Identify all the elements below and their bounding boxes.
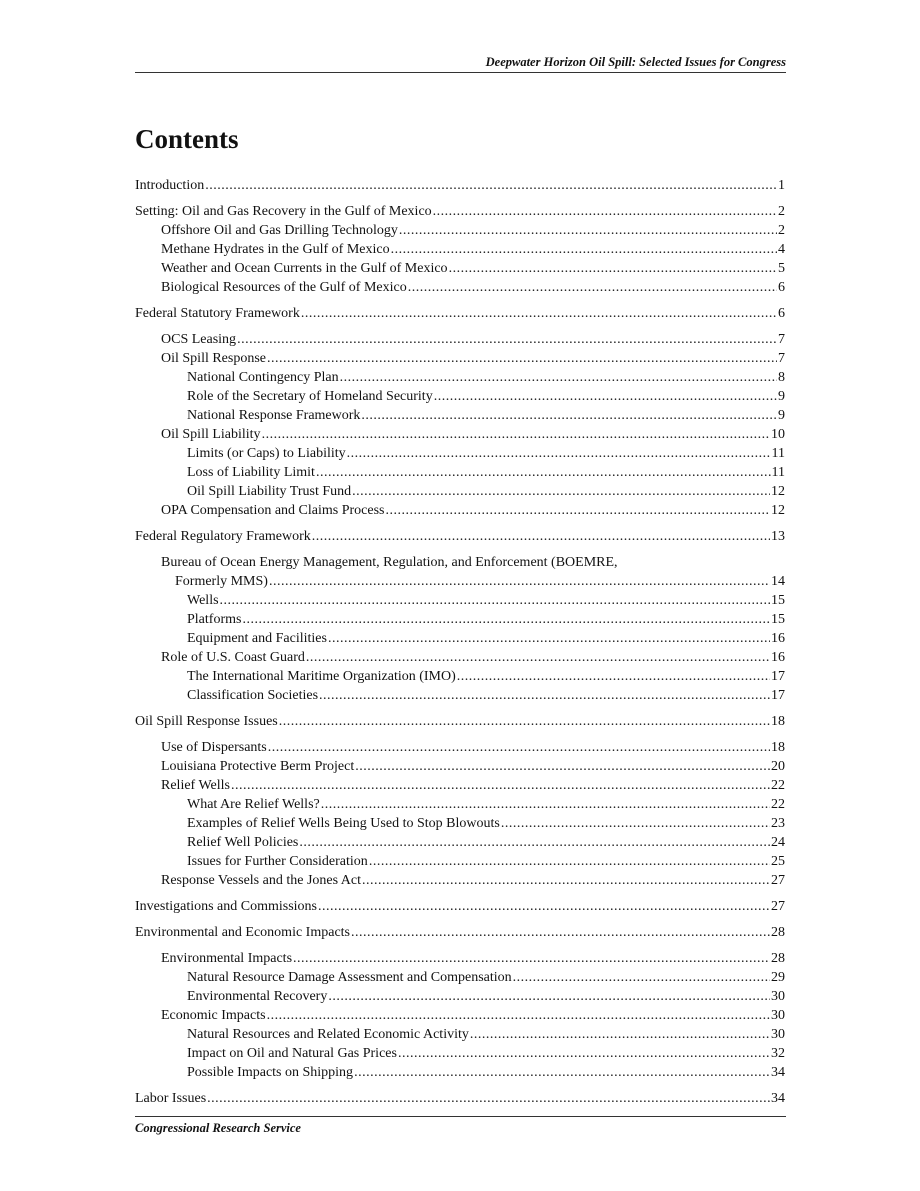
toc-entry-label: Platforms [187,612,242,627]
toc-entry-label: Limits (or Caps) to Liability [187,446,346,461]
toc-page-number: 11 [771,465,785,480]
toc-entry-label: Economic Impacts [161,1008,266,1023]
dot-leader [328,987,770,1006]
toc-entry-label: Natural Resources and Related Economic Activity [187,1027,469,1042]
toc-entry-label: Natural Resource Damage Assessment and Compensation [187,970,512,985]
toc-entry-shipping[interactable] [135,1063,785,1082]
dot-leader [328,629,770,648]
dot-leader [361,406,777,425]
dot-leader [513,968,770,987]
toc-entry-label: National Contingency Plan [187,370,339,385]
toc-entry-label: Relief Well Policies [187,835,299,850]
toc-entry-label: Issues for Further Consideration [187,854,368,869]
toc-entry-label: Classification Societies [187,688,319,703]
toc-page-number: 6 [778,280,785,295]
toc-entry-national-contingency-plan[interactable] [135,368,785,387]
toc-page-number: 18 [771,714,785,729]
toc-entry-label: Response Vessels and the Jones Act [161,873,361,888]
toc-entry-label: Federal Regulatory Framework [135,529,311,544]
dot-leader [408,278,777,297]
toc-entry-label: Environmental Impacts [161,951,293,966]
toc-entry-labor-issues[interactable] [135,1089,785,1108]
dot-leader [354,1063,770,1082]
toc-entry-natural-resources-activity[interactable] [135,1025,785,1044]
dot-leader [369,852,770,871]
toc-page-number: 12 [771,503,785,518]
dot-leader [312,527,770,546]
dot-leader [301,304,777,323]
toc-page-number: 22 [771,797,785,812]
dot-leader [351,923,770,942]
toc-entry-gas-prices[interactable] [135,1044,785,1063]
dot-leader [501,814,770,833]
dot-leader [242,610,770,629]
toc-entry-oil-spill-liability[interactable] [135,425,785,444]
toc-entry-boemre[interactable] [135,572,785,591]
toc-entry-label: Oil Spill Liability [161,427,261,442]
toc-page-number: 22 [771,778,785,793]
toc-page-number: 28 [771,951,785,966]
toc-entry-berm-project[interactable] [135,757,785,776]
toc-entry-label: Federal Statutory Framework [135,306,300,321]
toc-page-number: 12 [771,484,785,499]
dot-leader [269,572,770,591]
toc-entry-equipment-facilities[interactable] [135,629,785,648]
running-header: Deepwater Horizon Oil Spill: Selected Issues for Congress [485,55,786,69]
table-of-contents [135,176,785,1108]
toc-entry-label: Setting: Oil and Gas Recovery in the Gulf of Mexico [135,204,432,219]
toc-entry-label: Relief Wells [161,778,230,793]
toc-entry-relief-well-examples[interactable] [135,814,785,833]
toc-entry-further-consideration[interactable] [135,852,785,871]
toc-entry-dispersants[interactable] [135,738,785,757]
toc-entry-wells[interactable] [135,591,785,610]
toc-entry-label: Formerly MMS) [175,574,268,589]
toc-entry-damage-assessment[interactable] [135,968,785,987]
toc-entry-label: Oil Spill Response [161,351,267,366]
toc-page-number: 1 [778,178,785,193]
toc-entry-label: Investigations and Commissions [135,899,317,914]
dot-leader [352,482,770,501]
toc-page-number: 4 [778,242,785,257]
dot-leader [319,686,770,705]
toc-page-number: 11 [771,446,785,461]
dot-leader [433,202,777,221]
toc-entry-label: Environmental Recovery [187,989,328,1004]
toc-page-number: 34 [771,1091,785,1106]
toc-entry-jones-act[interactable] [135,871,785,890]
toc-page-number: 30 [771,989,785,1004]
toc-entry-imo[interactable] [135,667,785,686]
toc-page-number: 8 [778,370,785,385]
toc-entry-label: Role of the Secretary of Homeland Security [187,389,433,404]
toc-entry-environmental-recovery[interactable] [135,987,785,1006]
toc-entry-methane-hydrates[interactable] [135,240,785,259]
toc-entry-label: Biological Resources of the Gulf of Mexico [161,280,407,295]
toc-page-number: 6 [778,306,785,321]
dot-leader [299,833,770,852]
toc-page-number: 34 [771,1065,785,1080]
toc-entry-label: Role of U.S. Coast Guard [161,650,305,665]
toc-entry-label: Use of Dispersants [161,740,267,755]
dot-leader [267,349,777,368]
toc-page-number: 2 [778,204,785,219]
dot-leader [391,240,777,259]
dot-leader [457,667,770,686]
toc-page-number: 24 [771,835,785,850]
dot-leader [321,795,770,814]
toc-entry-biological-resources[interactable] [135,278,785,297]
toc-entry-label: Louisiana Protective Berm Project [161,759,355,774]
dot-leader [399,221,777,240]
toc-entry-regulatory-framework[interactable] [135,527,785,546]
dot-leader [293,949,770,968]
toc-entry-label: Weather and Ocean Currents in the Gulf of Mexico [161,261,448,276]
toc-page-number: 7 [778,351,785,366]
toc-entry-label: Examples of Relief Wells Being Used to Stop Blowouts [187,816,500,831]
page-title: Contents [135,124,239,154]
toc-page-number: 17 [771,688,785,703]
toc-entry-label: Oil Spill Response Issues [135,714,278,729]
toc-entry-secretary-homeland-security[interactable] [135,387,785,406]
footer-rule [135,1116,786,1117]
toc-entry-loss-of-liability-limit[interactable] [135,463,785,482]
toc-entry-weather-currents[interactable] [135,259,785,278]
dot-leader [347,444,771,463]
toc-entry-relief-well-policies[interactable] [135,833,785,852]
toc-page-number: 9 [778,408,785,423]
dot-leader [449,259,777,278]
toc-entry-investigations[interactable] [135,897,785,916]
toc-page-number: 20 [771,759,785,774]
toc-entry-label: OPA Compensation and Claims Process [161,503,385,518]
toc-entry-label: OCS Leasing [161,332,237,347]
toc-entry-label: Methane Hydrates in the Gulf of Mexico [161,242,390,257]
toc-entry-classification-societies[interactable] [135,686,785,705]
toc-entry-label: Possible Impacts on Shipping [187,1065,354,1080]
dot-leader [268,738,770,757]
toc-entry-label: Impact on Oil and Natural Gas Prices [187,1046,397,1061]
dot-leader [318,897,770,916]
toc-entry-impacts[interactable] [135,923,785,942]
dot-leader [316,463,771,482]
toc-page-number: 25 [771,854,785,869]
toc-entry-response-issues[interactable] [135,712,785,731]
toc-page-number: 14 [771,574,785,589]
dot-leader [267,1006,770,1025]
toc-entry-label: Oil Spill Liability Trust Fund [187,484,352,499]
toc-page-number: 16 [771,631,785,646]
toc-entry-label: Wells [187,593,219,608]
toc-entry-relief-wells[interactable] [135,776,785,795]
header-rule [135,72,786,73]
dot-leader [237,330,777,349]
dot-leader [340,368,777,387]
toc-page-number: 17 [771,669,785,684]
toc-page-number: 15 [771,612,785,627]
toc-entry-label: Environmental and Economic Impacts [135,925,350,940]
toc-entry-statutory-framework[interactable] [135,304,785,323]
toc-entry-introduction[interactable] [135,176,785,195]
toc-page-number: 13 [771,529,785,544]
toc-entry-label: Labor Issues [135,1091,207,1106]
dot-leader [262,425,770,444]
toc-entry-national-response-framework[interactable] [135,406,785,425]
dot-leader [362,871,770,890]
dot-leader [220,591,770,610]
toc-entry-label: The International Maritime Organization (IMO) [187,669,456,684]
toc-page-number: 29 [771,970,785,985]
toc-entry-coast-guard[interactable] [135,648,785,667]
running-footer: Congressional Research Service [135,1121,301,1135]
toc-entry-label: Loss of Liability Limit [187,465,315,480]
dot-leader [279,712,770,731]
toc-page-number: 16 [771,650,785,665]
toc-page-number: 30 [771,1027,785,1042]
toc-page-number: 28 [771,925,785,940]
dot-leader [398,1044,770,1063]
toc-entry-oil-spill-response[interactable] [135,349,785,368]
dot-leader [207,1089,770,1108]
toc-page-number: 9 [778,389,785,404]
dot-leader [205,176,777,195]
toc-entry-what-are-relief-wells[interactable] [135,795,785,814]
dot-leader [355,757,770,776]
toc-page-number: 23 [771,816,785,831]
dot-leader [306,648,770,667]
toc-entry-setting[interactable] [135,202,785,221]
toc-entry-label: Introduction [135,178,205,193]
toc-entry-limits-to-liability[interactable] [135,444,785,463]
toc-entry-ocs-leasing[interactable] [135,330,785,349]
toc-entry-opa-compensation[interactable] [135,501,785,520]
toc-page-number: 7 [778,332,785,347]
toc-entry-boemre-line1[interactable]: Bureau of Ocean Energy Management, Regulation, and Enforcement (BOEMRE, [161,555,618,570]
toc-page-number: 32 [771,1046,785,1061]
toc-page-number: 18 [771,740,785,755]
toc-page-number: 2 [778,223,785,238]
toc-page-number: 27 [771,899,785,914]
dot-leader [470,1025,770,1044]
toc-page-number: 27 [771,873,785,888]
toc-entry-platforms[interactable] [135,610,785,629]
toc-entry-label: National Response Framework [187,408,361,423]
dot-leader [386,501,771,520]
toc-page-number: 30 [771,1008,785,1023]
toc-entry-economic-impacts[interactable] [135,1006,785,1025]
toc-entry-label: Offshore Oil and Gas Drilling Technology [161,223,398,238]
toc-entry-label: Equipment and Facilities [187,631,327,646]
toc-entry-drilling-technology[interactable] [135,221,785,240]
dot-leader [434,387,777,406]
toc-entry-environmental-impacts[interactable] [135,949,785,968]
toc-page-number: 10 [771,427,785,442]
dot-leader [231,776,770,795]
toc-page-number: 5 [778,261,785,276]
toc-page-number: 15 [771,593,785,608]
toc-entry-label: What Are Relief Wells? [187,797,320,812]
toc-entry-liability-trust-fund[interactable] [135,482,785,501]
